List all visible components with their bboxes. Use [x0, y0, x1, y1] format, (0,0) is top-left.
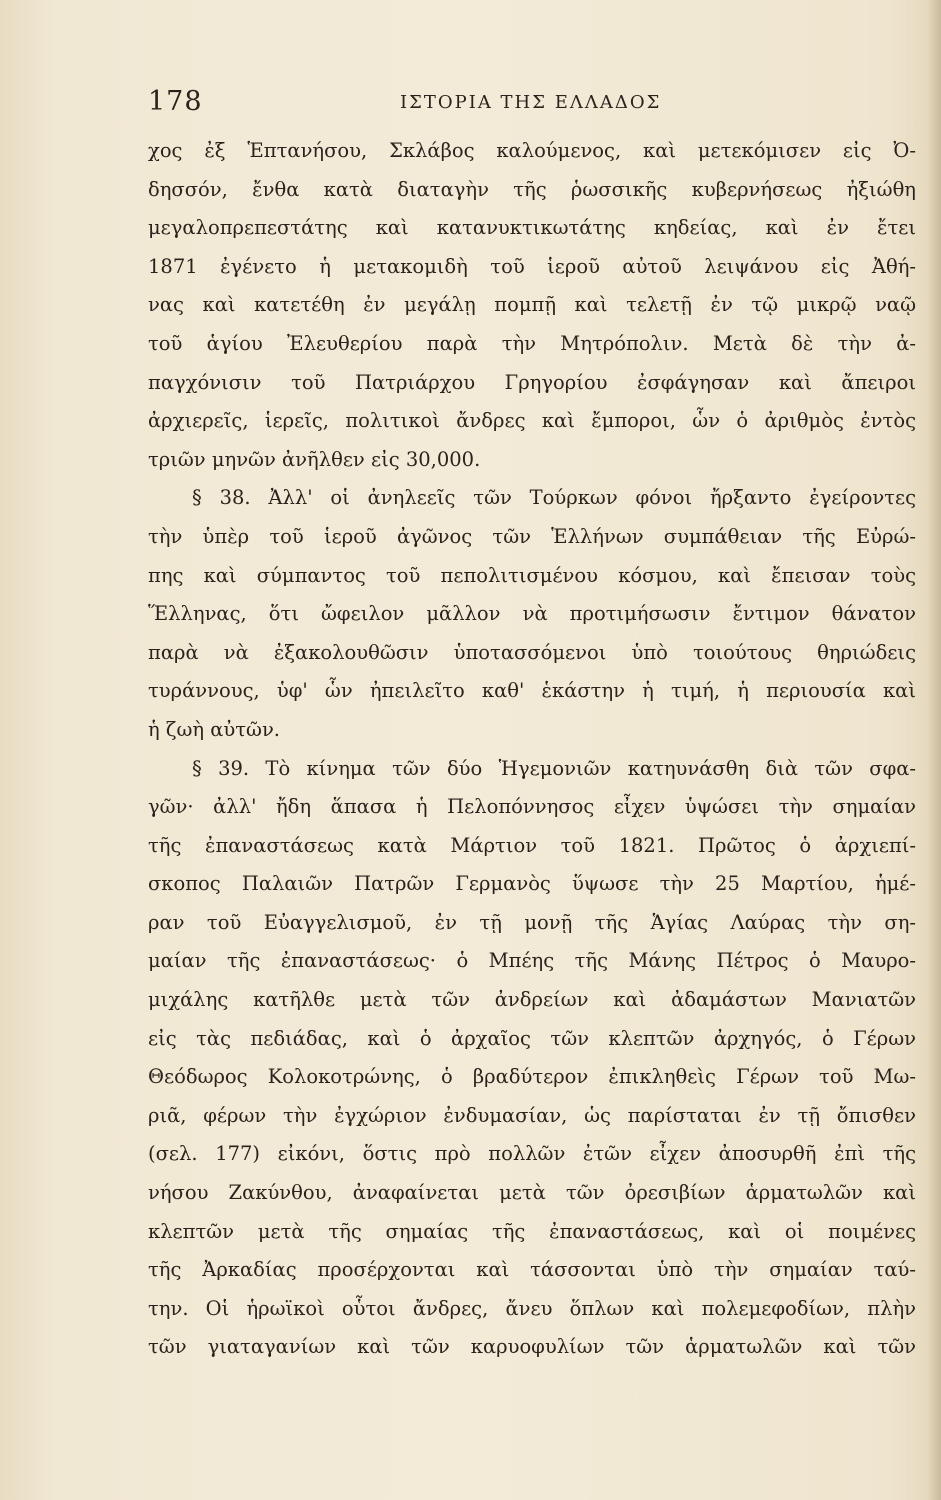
text-line: Θεόδωρος Κολοκοτρώνης, ὁ βραδύτερον ἐπικληθεὶς Γέρων τοῦ Μω- [148, 1065, 916, 1089]
text-line: νήσου Ζακύνθου, ἀναφαίνεται μετὰ τῶν ὀρεσιβίων ἁρματωλῶν καὶ [148, 1181, 916, 1205]
text-line: πης καὶ σύμπαντος τοῦ πεπολιτισμένου κόσμου, καὶ ἔπεισαν τοὺς [148, 563, 916, 587]
text-line: ἡ ζωὴ αὐτῶν. [148, 717, 280, 741]
text-line: Ἕλληνας, ὅτι ὤφειλον μᾶλλον νὰ προτιμήσωσιν ἔντιμον θάνατον [148, 602, 916, 626]
text-line: ραν τοῦ Εὐαγγελισμοῦ, ἐν τῇ μονῇ τῆς Ἁγίας Λαύρας τὴν ση- [148, 910, 916, 934]
text-line: δησσόν, ἔνθα κατὰ διαταγὴν τῆς ῥωσσικῆς κυβερνήσεως ἠξιώθη [148, 177, 916, 201]
text-line: ριᾶ, φέρων τὴν ἐγχώριον ἐνδυμασίαν, ὡς παρίσταται ἐν τῇ ὄπισθεν [148, 1103, 916, 1127]
text-line: § 39. Τὸ κίνημα τῶν δύο Ἡγεμονιῶν κατηυνάσθη διὰ τῶν σφα- [192, 756, 916, 780]
text-line: παγχόνισιν τοῦ Πατριάρχου Γρηγορίου ἐσφάγησαν καὶ ἄπειροι [148, 370, 916, 394]
text-line: τῆς Ἀρκαδίας προσέρχονται καὶ τάσσονται ὑπὸ τὴν σημαίαν ταύ- [148, 1258, 916, 1282]
text-line: 1871 ἐγένετο ἡ μετακομιδὴ τοῦ ἱεροῦ αὐτοῦ λειψάνου εἰς Ἀθή- [148, 254, 916, 278]
text-line: τὴν ὑπὲρ τοῦ ἱεροῦ ἀγῶνος τῶν Ἑλλήνων συμπάθειαν τῆς Εὐρώ- [148, 524, 916, 548]
text-line: τῆς ἐπαναστάσεως κατὰ Μάρτιον τοῦ 1821. Πρῶτος ὁ ἀρχιεπί- [148, 833, 916, 857]
page-edge-shadow [927, 0, 941, 1500]
text-line: κλεπτῶν μετὰ τῆς σημαίας τῆς ἐπαναστάσεως, καὶ οἱ ποιμένες [148, 1219, 916, 1243]
text-line: εἰς τὰς πεδιάδας, καὶ ὁ ἀρχαῖος τῶν κλεπτῶν ἀρχηγός, ὁ Γέρων [148, 1026, 916, 1050]
text-line: τυράννους, ὑφ' ὧν ἠπειλεῖτο καθ' ἑκάστην ἡ τιμή, ἡ περιουσία καὶ [148, 679, 916, 703]
text-line: γῶν· ἀλλ' ἤδη ἅπασα ἡ Πελοπόννησος εἶχεν ὑψώσει τὴν σημαίαν [148, 795, 916, 819]
text-line: παρὰ νὰ ἐξακολουθῶσιν ὑποτασσόμενοι ὑπὸ τοιούτους θηριώδεις [148, 640, 916, 664]
text-line: § 38. Ἀλλ' οἱ ἀνηλεεῖς τῶν Τούρκων φόνοι ἤρξαντο ἐγείροντες [192, 486, 916, 510]
text-line: μαίαν τῆς ἐπαναστάσεως· ὁ Μπέης τῆς Μάνης Πέτρος ὁ Μαυρο- [148, 949, 916, 973]
page-number: 178 [148, 86, 203, 117]
text-line: μεγαλοπρεπεστάτης καὶ κατανυκτικωτάτης κηδείας, καὶ ἐν ἔτει [148, 216, 916, 240]
body-text [148, 132, 916, 1367]
text-line: τοῦ ἁγίου Ἐλευθερίου παρὰ τὴν Μητρόπολιν. Μετὰ δὲ τὴν ἀ- [148, 331, 916, 355]
text-line: την. Οἱ ἡρωϊκοὶ οὗτοι ἄνδρες, ἄνευ ὅπλων καὶ πολεμεφοδίων, πλὴν [148, 1296, 916, 1320]
text-line: μιχάλης κατῆλθε μετὰ τῶν ἀνδρείων καὶ ἀδαμάστων Μανιατῶν [148, 988, 916, 1012]
text-line: σκοπος Παλαιῶν Πατρῶν Γερμανὸς ὕψωσε τὴν 25 Μαρτίου, ἡμέ- [148, 872, 916, 896]
running-title: ΙΣΤΟΡΙΑ ΤΗΣ ΕΛΛΑΔΟΣ [400, 92, 662, 113]
text-line: χος ἐξ Ἑπτανήσου, Σκλάβος καλούμενος, καὶ μετεκόμισεν εἰς Ὀ- [148, 139, 916, 162]
text-line: ἀρχιερεῖς, ἱερεῖς, πολιτικοὶ ἄνδρες καὶ ἔμποροι, ὧν ὁ ἀριθμὸς ἐντὸς [148, 409, 916, 433]
text-line: τῶν γιαταγανίων καὶ τῶν καρυοφυλίων τῶν ἁρματωλῶν καὶ τῶν [148, 1335, 916, 1359]
text-line: νας καὶ κατετέθη ἐν μεγάλῃ πομπῇ καὶ τελετῇ ἐν τῷ μικρῷ ναῷ [148, 293, 916, 317]
text-line: (σελ. 177) εἰκόνι, ὅστις πρὸ πολλῶν ἐτῶν εἶχεν ἀποσυρθῆ ἐπὶ τῆς [148, 1142, 916, 1166]
text-line: τριῶν μηνῶν ἀνῆλθεν εἰς 30,000. [148, 447, 481, 471]
page-header [148, 86, 908, 126]
